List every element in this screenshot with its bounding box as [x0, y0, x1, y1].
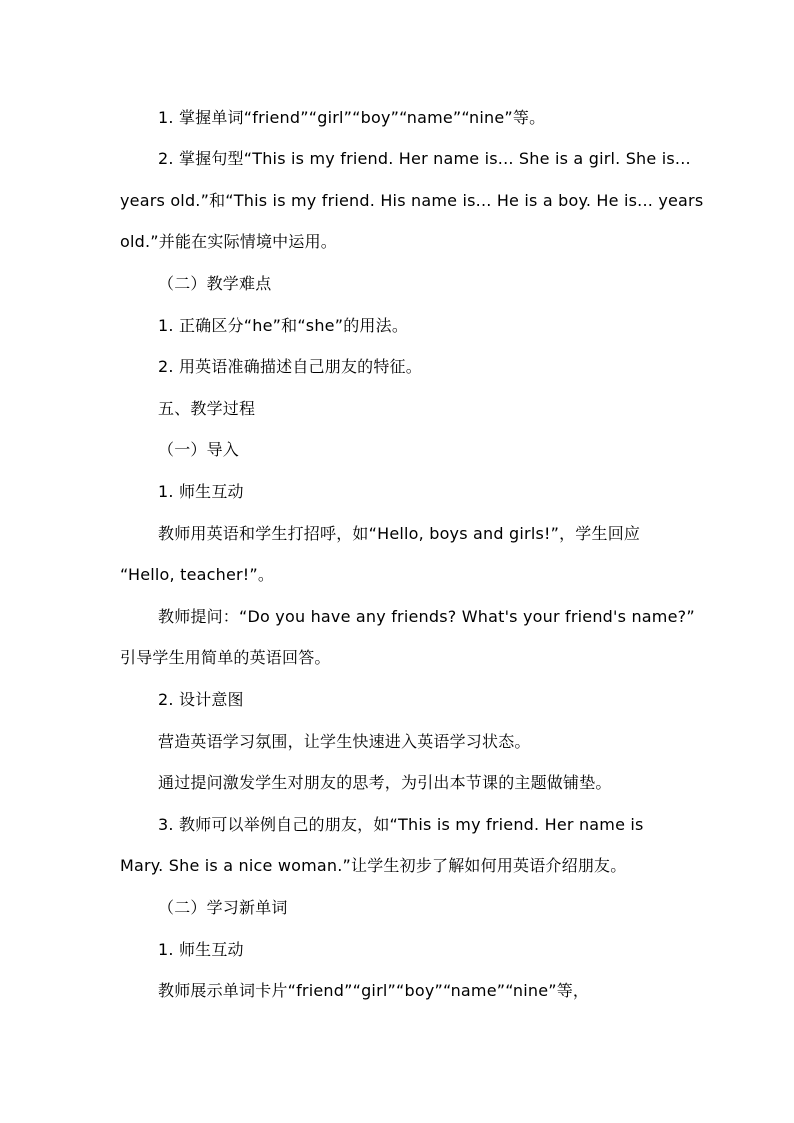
text-line-4: old.”并能在实际情境中运用。 — [120, 232, 337, 251]
text-line-3: years old.”和“This is my friend. His name is... He is a boy. He is... years — [120, 191, 704, 210]
text-line-12: “Hello, teacher!”。 — [120, 565, 275, 584]
text-line-7: 2. 用英语准确描述自己朋友的特征。 — [158, 357, 422, 376]
text-line-16: 营造英语学习氛围，让学生快速进入英语学习状态。 — [158, 732, 531, 751]
text-line-10: 1. 师生互动 — [158, 482, 244, 501]
text-line-19: Mary. She is a nice woman.”让学生初步了解如何用英语介绍朋友。 — [120, 856, 627, 875]
text-line-17: 通过提问激发学生对朋友的思考，为引出本节课的主题做铺垫。 — [158, 773, 612, 792]
text-line-13: 教师提问：“Do you have any friends? What's your friend's name?” — [158, 607, 695, 626]
text-line-22: 教师展示单词卡片“friend”“girl”“boy”“name”“nine”等， — [158, 981, 590, 1000]
section-heading-difficulties: （二）教学难点 — [158, 274, 272, 293]
text-line-21: 1. 师生互动 — [158, 940, 244, 959]
text-line-6: 1. 正确区分“he”和“she”的用法。 — [158, 316, 409, 335]
text-line-1: 1. 掌握单词“friend”“girl”“boy”“name”“nine”等。 — [158, 108, 546, 127]
text-line-18: 3. 教师可以举例自己的朋友，如“This is my friend. Her name is — [158, 815, 644, 834]
text-line-14: 引导学生用简单的英语回答。 — [120, 648, 331, 667]
section-heading-new-words: （二）学习新单词 — [158, 898, 288, 917]
text-line-11: 教师用英语和学生打招呼，如“Hello, boys and girls!”，学生回应 — [158, 524, 641, 543]
section-heading-introduction: （一）导入 — [158, 440, 240, 459]
section-heading-teaching-process: 五、教学过程 — [158, 399, 256, 418]
text-line-15: 2. 设计意图 — [158, 690, 244, 709]
text-line-2: 2. 掌握句型“This is my friend. Her name is... She is a girl. She is... — [158, 149, 691, 168]
